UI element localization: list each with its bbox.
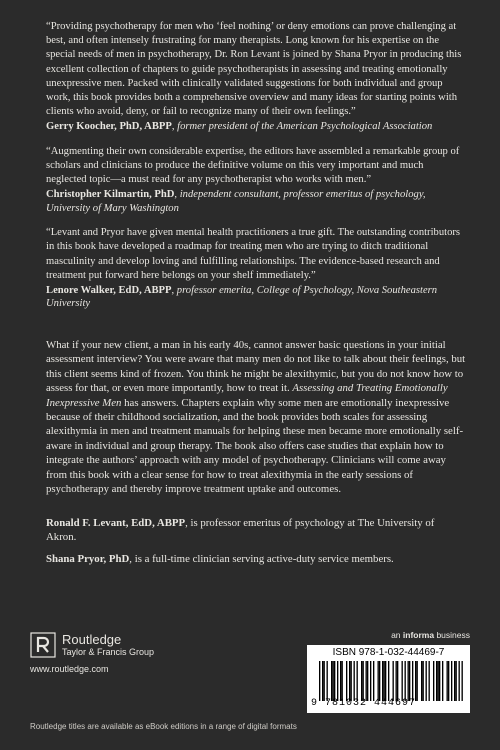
endorsement-text: “Levant and Pryor have given mental health practitioners a true gift. The outstanding contributors in this book have developed a roadmap for treating men who are trying to ditch traditional masculinity and develop loving and fulfilling relationships. The evidence-based research and treatment put forward here belongs on your shelf immediately.” xyxy=(46,227,461,281)
isbn-label: ISBN 978-1-032-44469-7 xyxy=(332,647,445,658)
barcode-bars xyxy=(319,661,463,701)
publisher-group: Taylor & Francis Group xyxy=(62,647,155,657)
informa-tagline: an informa business xyxy=(391,630,470,640)
endorsement-2: “Augmenting their own considerable expertise, the editors have assembled a remarkable group of scholars and clinicians to produce the definitive volume on this very important and much neglected topic—a must read for any psychotherapist who works with men.” Christopher Kilmartin, PhD, independent consultant, professor emeritus of psychology, University of Mary Washington xyxy=(46,145,466,215)
endorsement-1: “Providing psychotherapy for men who ‘feel nothing’ or deny emotions can prove challenging at best, and often intensely frustrating for many therapists. Long known for his expertise on the special needs of men in psychotherapy, Dr. Ron Levant is joined by Shana Pryor in producing this excellent collection of chapters to guide psychotherapists in assessing and treating emotionally unexpressive men. Packed with clinically validated suggestions for both individual and group work, this book provides both a comprehensive overview and many ideas for starting points with clients who avoid, deny, or fail to recognize many of their own feelings.” Gerry Koocher, PhD, ABPP, former president of the American Psychological Association xyxy=(46,20,466,134)
endorser-role: professor emerita, College of Psychology, Nova Southeastern University xyxy=(46,285,438,310)
endorser-role: independent consultant, professor emeritus of psychology, University of Mary Washington xyxy=(46,189,426,214)
editor-name: Ronald F. Levant, EdD, ABPP xyxy=(46,517,186,529)
endorsement-3: “Levant and Pryor have given mental health practitioners a true gift. The outstanding contributors in this book have developed a roadmap for treating men who are trying to ditch traditional masculinity and develop loving and fulfilling relationships. The evidence-based research and treatment put forward here belongs on your shelf immediately.” Lenore Walker, EdD, ABPP, professor emerita, College of Psychology, Nova Southeastern University xyxy=(46,226,466,311)
publisher-name: Routledge xyxy=(62,632,122,647)
endorsements xyxy=(46,20,466,322)
endorser-name: Gerry Koocher, PhD, ABPP xyxy=(46,121,172,133)
routledge-logo-icon xyxy=(30,632,56,658)
endorser-name: Lenore Walker, EdD, ABPP xyxy=(46,285,172,297)
endorser-name: Christopher Kilmartin, PhD xyxy=(46,189,175,201)
publisher-url[interactable]: www.routledge.com xyxy=(30,664,109,674)
publisher-logo xyxy=(30,632,154,674)
barcode-digits: 9 781032 444697 xyxy=(311,698,417,709)
endorsement-text: “Augmenting their own considerable expertise, the editors have assembled a remarkable group of scholars and clinicians to produce the definitive volume on this very important and much neglected topic—a must read for any psychotherapist who works with men.” xyxy=(46,145,460,186)
isbn-barcode xyxy=(307,645,470,713)
editor-name: Shana Pryor, PhD xyxy=(46,553,130,565)
editor-bio-2: Shana Pryor, PhD, is a full-time clinician serving active-duty service members. xyxy=(46,553,394,565)
book-title: Assessing and Treating Emotionally Inexpressive Men xyxy=(46,382,448,409)
editor-bio-1: Ronald F. Levant, EdD, ABPP, is professor emeritus of psychology at The University of Akron. xyxy=(46,517,435,544)
endorsement-text: “Providing psychotherapy for men who ‘feel nothing’ or deny emotions can prove challenging at best, and often intensely frustrating for many therapists. Long known for his expertise on the special needs of men in psychotherapy, Dr. Ron Levant is joined by Shana Pryor in producing this excellent collection of chapters to guide psychotherapists in assessing and treating emotionally unexpressive men. Packed with clinically validated suggestions for both individual and group work, this book provides both a comprehensive overview and many ideas for starting points with clients who avoid, deny, or fail to recognize many of their own feelings.” xyxy=(46,21,462,118)
endorser-role: former president of the American Psychological Association xyxy=(177,121,433,133)
footer-note: Routledge titles are available as eBook editions in a range of digital formats xyxy=(30,722,297,731)
book-description: What if your new client, a man in his early 40s, cannot answer basic questions in your initial assessment interview? You were aware that many men do not like to talk about their feelings, but this client seems kind of frozen. You think he might be alexithymic, but you do not know how to assess for that, or even more importantly, how to treat it. Assessing and Treating Emotionally Inexpressive Men has answers. Chapters explain why some men are emotionally inexpressive because of their childhood socialization, and the book provides both scales for assessing alexithymia in men and treatment manuals for helping these men became more emotionally self-aware in individual and group therapy. The book also offers case studies that explain how to integrate the authors’ approach with any model of psychotherapy. Clinicians will come away from this book with a clear sense for how to treat alexithymia in the early sessions of psychotherapy and thereby improve treatment uptake and outcomes. xyxy=(46,339,466,496)
